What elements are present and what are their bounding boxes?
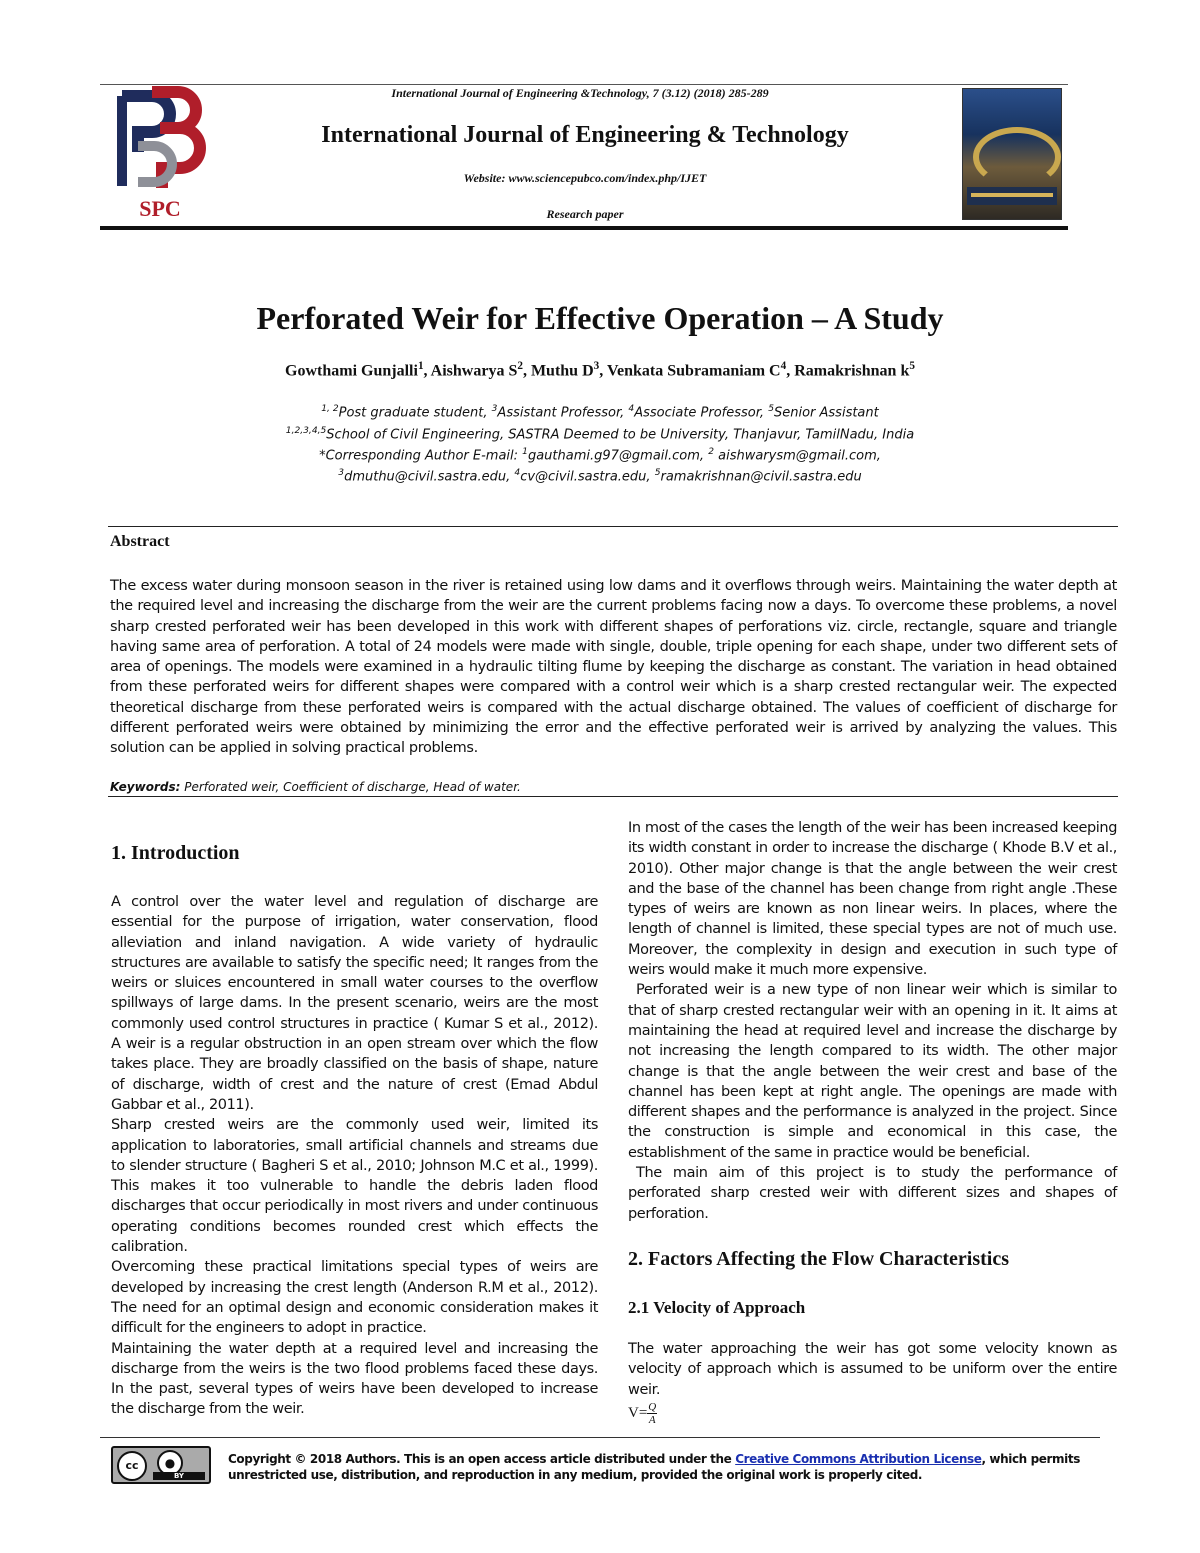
email-link[interactable]: cv@civil.sastra.edu, <box>520 469 655 485</box>
paragraph: Maintaining the water depth at a required level and increasing the discharge from the weirs is the two flood problems faced these days. In the past, several types of weirs have been developed to increase the discharge from the weir. <box>111 1340 598 1418</box>
paragraph: In most of the cases the length of the weir has been increased keeping its width constant in order to increase the discharge ( Khode B.V et al., 2010). Other major change is that the angle between the weir crest and the base of the channel has been change from right angle .These types of weirs are known as non linear weirs. In places, where the length of channel is limited, these special types are not of much use. Moreover, the complexity in design and execution in such type of weirs would make it much more expensive. <box>628 820 1117 979</box>
license-link[interactable]: Creative Commons Attribution License <box>735 1452 982 1466</box>
subsection-heading-velocity: 2.1 Velocity of Approach <box>628 1298 806 1317</box>
journal-name: International Journal of Engineering & Technology <box>321 122 849 148</box>
header-top-rule <box>100 84 1068 85</box>
abstract-heading: Abstract <box>110 533 170 550</box>
author-name: Aishwarya S <box>430 362 518 380</box>
abstract-top-rule <box>108 526 1118 527</box>
email-link[interactable]: dmuthu@civil.sastra.edu, <box>344 469 515 485</box>
corresponding-email-line-2: $^3$dmuthu@civil.sastra.edu, $^4$cv@civil.sastra.edu, $^5$ramakrishnan@civil.sastra.edu <box>338 468 862 485</box>
cc-by-license-icon[interactable]: cc ● BY <box>111 1446 211 1484</box>
paragraph: The main aim of this project is to study the performance of perforated sharp crested weir with different sizes and shapes of perforation. <box>628 1165 1117 1222</box>
author-name: Gowthami Gunjalli <box>285 362 418 380</box>
keywords <box>110 780 521 794</box>
introduction-left-column <box>111 892 598 1420</box>
author-name: Muthu D <box>530 362 594 380</box>
publisher-logo <box>108 86 212 222</box>
email-link[interactable]: gauthami.g97@gmail.com, <box>527 448 709 464</box>
email-link[interactable]: aishwarysm@gmail.com, <box>713 448 881 464</box>
velocity-paragraph: The water approaching the weir has got some velocity known as velocity of approach which is assumed to be uniform over the entire weir. <box>628 1341 1117 1398</box>
paragraph: Overcoming these practical limitations special types of weirs are developed by increasing the crest length (Anderson R.M et al., 2012). The need for an optimal design and economic consideration makes it difficult for the engineers to adopt in practice. <box>111 1259 598 1337</box>
affiliation-institution: $^{1,2,3,4,5}$School of Civil Engineering, SASTRA Deemed to be University, Thanjavur, TamilNadu, India <box>285 426 915 443</box>
paper-type: Research paper <box>546 207 624 221</box>
journal-website[interactable]: Website: www.sciencepubco.com/index.php/IJET <box>463 171 707 185</box>
paragraph: Perforated weir is a new type of non linear weir which is similar to that of sharp crested rectangular weir with an opening in it. It aims at maintaining the head at required level and increase the discharge by not increasing the length compared to its width. The other major change is that the angle between the weir crest and base of the channel has been kept at right angle. The openings are made with different shapes and the performance is analyzed in the project. Since the construction is simple and economical in this case, the establishment of the same in practice would be beneficial. <box>628 982 1117 1161</box>
author-list: Gowthami Gunjalli$^1$, Aishwarya $S^2$, Muthu $D^3$, Venkata Subramaniam $C^4$, Ramakrishnan $k^5$ <box>285 360 915 380</box>
logo-text: SPC <box>139 196 181 221</box>
author-name: Ramakrishnan k <box>794 362 910 380</box>
keywords-text: Perforated weir, Coefficient of discharge, Head of water. <box>180 780 521 794</box>
header-bottom-rule <box>100 226 1068 230</box>
section-heading-factors: 2. Factors Affecting the Flow Characteristics <box>628 1248 1009 1270</box>
journal-citation: International Journal of Engineering &Technology, 7 (3.12) (2018) 285-289 <box>391 86 769 100</box>
introduction-right-column <box>628 818 1117 1224</box>
abstract-text: The excess water during monsoon season in the river is retained using low dams and it overflows through weirs. Maintaining the water depth at the required level and increasing the discharge from the weir are the current problems facing now a days. To overcome these problems, a novel sharp crested perforated weir has been developed in this work with different shapes of perforations viz. circle, rectangle, square and triangle having same area of perforation. A total of 24 models were made with single, double, triple opening for each shape, under two different sets of area of openings. The models were examined in a hydraulic tilting flume by keeping the discharge as constant. The variation in head obtained from these perforated weirs for different shapes were compared with a control weir which is a sharp crested rectangular weir. The expected theoretical discharge from these perforated weirs is compared with the actual discharge obtained. The values of coefficient of discharge for different perforated weirs were obtained by minimizing the error and the effective perforated weir is arrived by analyzing the values. This solution can be applied in solving practical problems. <box>110 578 1117 757</box>
section-heading-introduction: 1. Introduction <box>111 842 240 864</box>
velocity-equation: V= $\frac{Q}{A}$ <box>628 1401 657 1426</box>
keywords-rule <box>108 796 1118 797</box>
paragraph: A control over the water level and regulation of discharge are essential for the purpose of irrigation, water conservation, flood alleviation and inland navigation. A wide variety of hydraulic structures are available to satisfy the specific need; It ranges from the weirs or sluices encountered in small water courses to the overflow spillways of large dams. In the present scenario, weirs are the most commonly used control structures in practice ( Kumar S et al., 2012). A weir is a regular obstruction in an open stream over which the flow takes place. They are broadly classified on the basis of shape, nature of discharge, width of crest and the nature of crest (Emad Abdul Gabbar et al., 2011). <box>111 894 598 1113</box>
copyright-notice: Copyright © 2018 Authors. This is an open access article distributed under the Creative Commons Attribution License, which permits unrestricted use, distribution, and reproduction in any medium, provided the original work is properly cited. <box>228 1452 1080 1482</box>
keywords-label: Keywords: <box>110 780 181 794</box>
journal-cover-image <box>962 88 1062 220</box>
affiliation-roles: $^{1, 2}$Post graduate student, $^3$Assistant Professor, $^4$Associate Professor, $^5$Senior Assistant <box>321 404 879 421</box>
corresponding-email-line-1: *Corresponding Author E-mail: $^1$gauthami.g97@gmail.com, $^2$ aishwarysm@gmail.com, <box>319 447 881 464</box>
email-link[interactable]: ramakrishnan@civil.sastra.edu <box>660 469 862 485</box>
paper-title: Perforated Weir for Effective Operation – A Study <box>256 300 944 336</box>
paragraph: Sharp crested weirs are the commonly used weir, limited its application to laboratories, small artificial channels and streams due to slender structure ( Bagheri S et al., 2010; Johnson M.C et al., 1999). This makes it too vulnerable to handle the debris laden flood discharges that occur periodically in most rivers and under continuous operating conditions becomes rounded crest which effects the calibration. <box>111 1117 598 1256</box>
footer-rule <box>100 1437 1100 1438</box>
author-name: Venkata Subramaniam C <box>606 362 781 380</box>
